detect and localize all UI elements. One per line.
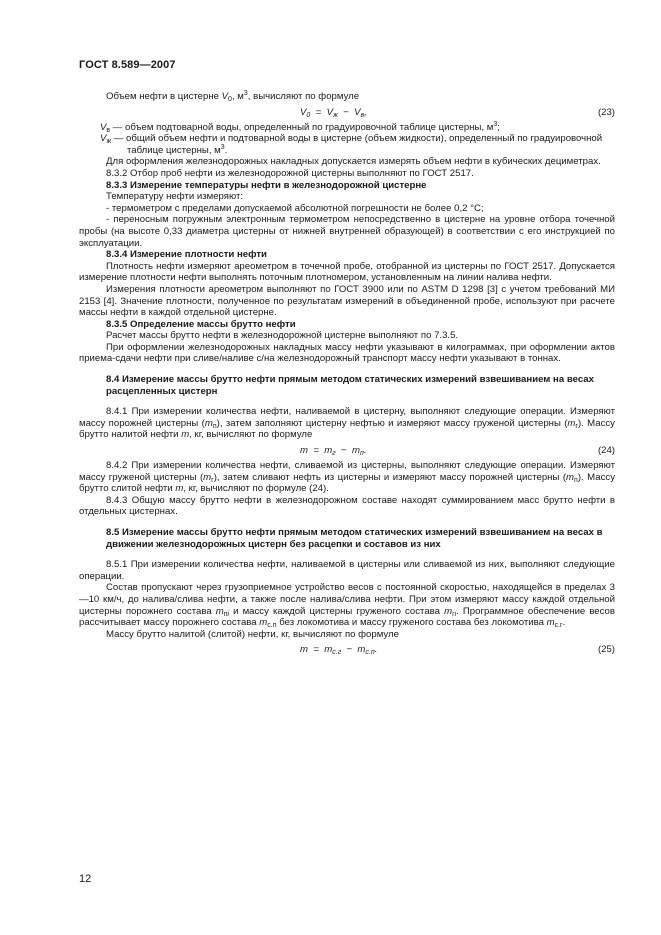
heading-8-4: 8.4 Измерение массы брутто нефти прямым методом статических измерений взвешиванием на весах расцепленных цистерн	[106, 374, 594, 397]
page-header: ГОСТ 8.589—2007	[79, 59, 176, 71]
formula-24	[79, 442, 615, 459]
section-8-3-2: 8.3.2 Отбор проб нефти из железнодорожной цистерны выполняют по ГОСТ 2517.	[106, 167, 474, 179]
section-8-5-1: 8.5.1 При измерении количества нефти, наливаемой в цистерны или сливаемой из них, выполняют следующие операции.	[79, 559, 615, 582]
formula-23	[79, 104, 615, 121]
paragraph-train: Состав пропускают через грузоприемное устройство весов с постоянной скоростью, находящейся в пределах 3—10 км/ч, до налива/слива нефти, а также после налива/слива нефти. При этом измеряют массу каждой отдельной цистерны порожнего состава $m_{пi}$ и массу каждой цистерны груженого состава $m_{гi}$. Программное обеспечение весов рассчитывает массу порожнего состава $m_{с.п}$ без локомотива и массу груженого состава без локомотива $m_{с.г}$.	[79, 582, 615, 630]
section-8-4-1: 8.4.1 При измерении количества нефти, наливаемой в цистерну, выполняют следующие операции. Измеряют массу порожней цистерны $(m_п)$, затем заполняют цистерну нефтью и измеряют массу груженой цистерны $(m_г)$. Массу брутто налитой нефти m, кг, вычисляют по формуле	[79, 406, 615, 441]
paragraph-docs: При оформлении железнодорожных накладных массу нефти указывают в килограммах, при оформлении актов приема-сдачи нефти при сливе/наливе с/на железнодорожный транспорт массу нефти указывают в тоннах.	[79, 341, 615, 365]
formula-25-expr: $m = m_{с.г} - m_{с.п}$.	[300, 644, 378, 657]
formula-23-expr: $V_0 = V_ж - V_в$,	[300, 106, 367, 119]
formula-25-number: (25)	[597, 644, 615, 656]
paragraph-dm3: Для оформления железнодорожных накладных допускается измерять объем нефти в кубических дециметрах.	[106, 156, 601, 168]
heading-8-3-3: 8.3.3 Измерение температуры нефти в железнодорожной цистерне	[106, 179, 427, 191]
paragraph-density-2: Измерения плотности ареометром выполняют по ГОСТ 3900 или по ASTM D 1298 [3] с учетом требований МИ 2153 [4]. Значение плотности, полученное по результатам измерений в объединенной пробе, используют при расчете массы нефти в каждой отдельной цистерне.	[79, 283, 615, 319]
paragraph-density-1: Плотность нефти измеряют ареометром в точечной пробе, отобранной из цистерны по ГОСТ 2517. Допускается измерение плотности нефти выполнять поточным плотномером, установленным на линии налива нефти.	[79, 260, 615, 284]
definition-vzh: $V_ж$ — общий объем нефти и подтоварной воды в цистерне (объем жидкости), определенный по градуировочной таблице цистерны, $м^3$.	[100, 133, 603, 156]
list-item-thermometer: - термометром с пределами допускаемой абсолютной погрешности не более 0,2 °С;	[106, 202, 484, 214]
list-item-portable: - переносным погружным электронным термометром непосредственно в цистерне на уровне отбора точечной пробы (на высоте 0,33 диаметра цистерны от нижней внутренней образующей) в соответствии с его инструкцией по эксплуатации.	[79, 214, 615, 249]
formula-24-expr: $m = m_г - m_п$.	[300, 445, 367, 458]
heading-8-3-5: 8.3.5 Определение массы брутто нефти	[106, 318, 296, 330]
section-8-4-2: 8.4.2 При измерении количества нефти, сливаемой из цистерны, выполняют следующие операции. Измеряют массу груженой цистерны $(m_г)$, затем сливают нефть из цистерны и измеряют массу порожней цистерны $(m_п)$. Массу брутто слитой нефти m, кг, вычисляют по формуле (24).	[79, 460, 615, 495]
page-body	[79, 91, 615, 659]
heading-8-3-4: 8.3.4 Измерение плотности нефти	[106, 249, 267, 261]
formula-25	[79, 641, 615, 658]
paragraph-volume-intro: Объем нефти в цистерне $V_0$, $м^3$, вычисляют по формуле	[106, 90, 360, 103]
formula-24-number: (24)	[597, 445, 615, 457]
page-number: 12	[79, 873, 92, 885]
formula-23-number: (23)	[597, 106, 615, 118]
paragraph-mass-formula: Массу брутто налитой (слитой) нефти, кг, вычисляют по формуле	[106, 628, 399, 640]
heading-8-5: 8.5 Измерение массы брутто нефти прямым методом статических измерений взвешиванием на весах в движении железнодорожных цистерн без расцепки и составов из них	[106, 527, 603, 550]
paragraph-temp-measured: Температуру нефти измеряют:	[106, 191, 244, 203]
paragraph-calc: Расчет массы брутто нефти в железнодорожной цистерне выполняют по 7.3.5.	[106, 330, 459, 342]
section-8-4-3: 8.4.3 Общую массу брутто нефти в железнодорожном составе находят суммированием масс брутто нефти в отдельных цистернах.	[79, 494, 615, 518]
definition-vv: $V_в$ — объем подтоварной воды, определенный по градуировочной таблице цистерны, $м^3$;	[100, 120, 500, 134]
